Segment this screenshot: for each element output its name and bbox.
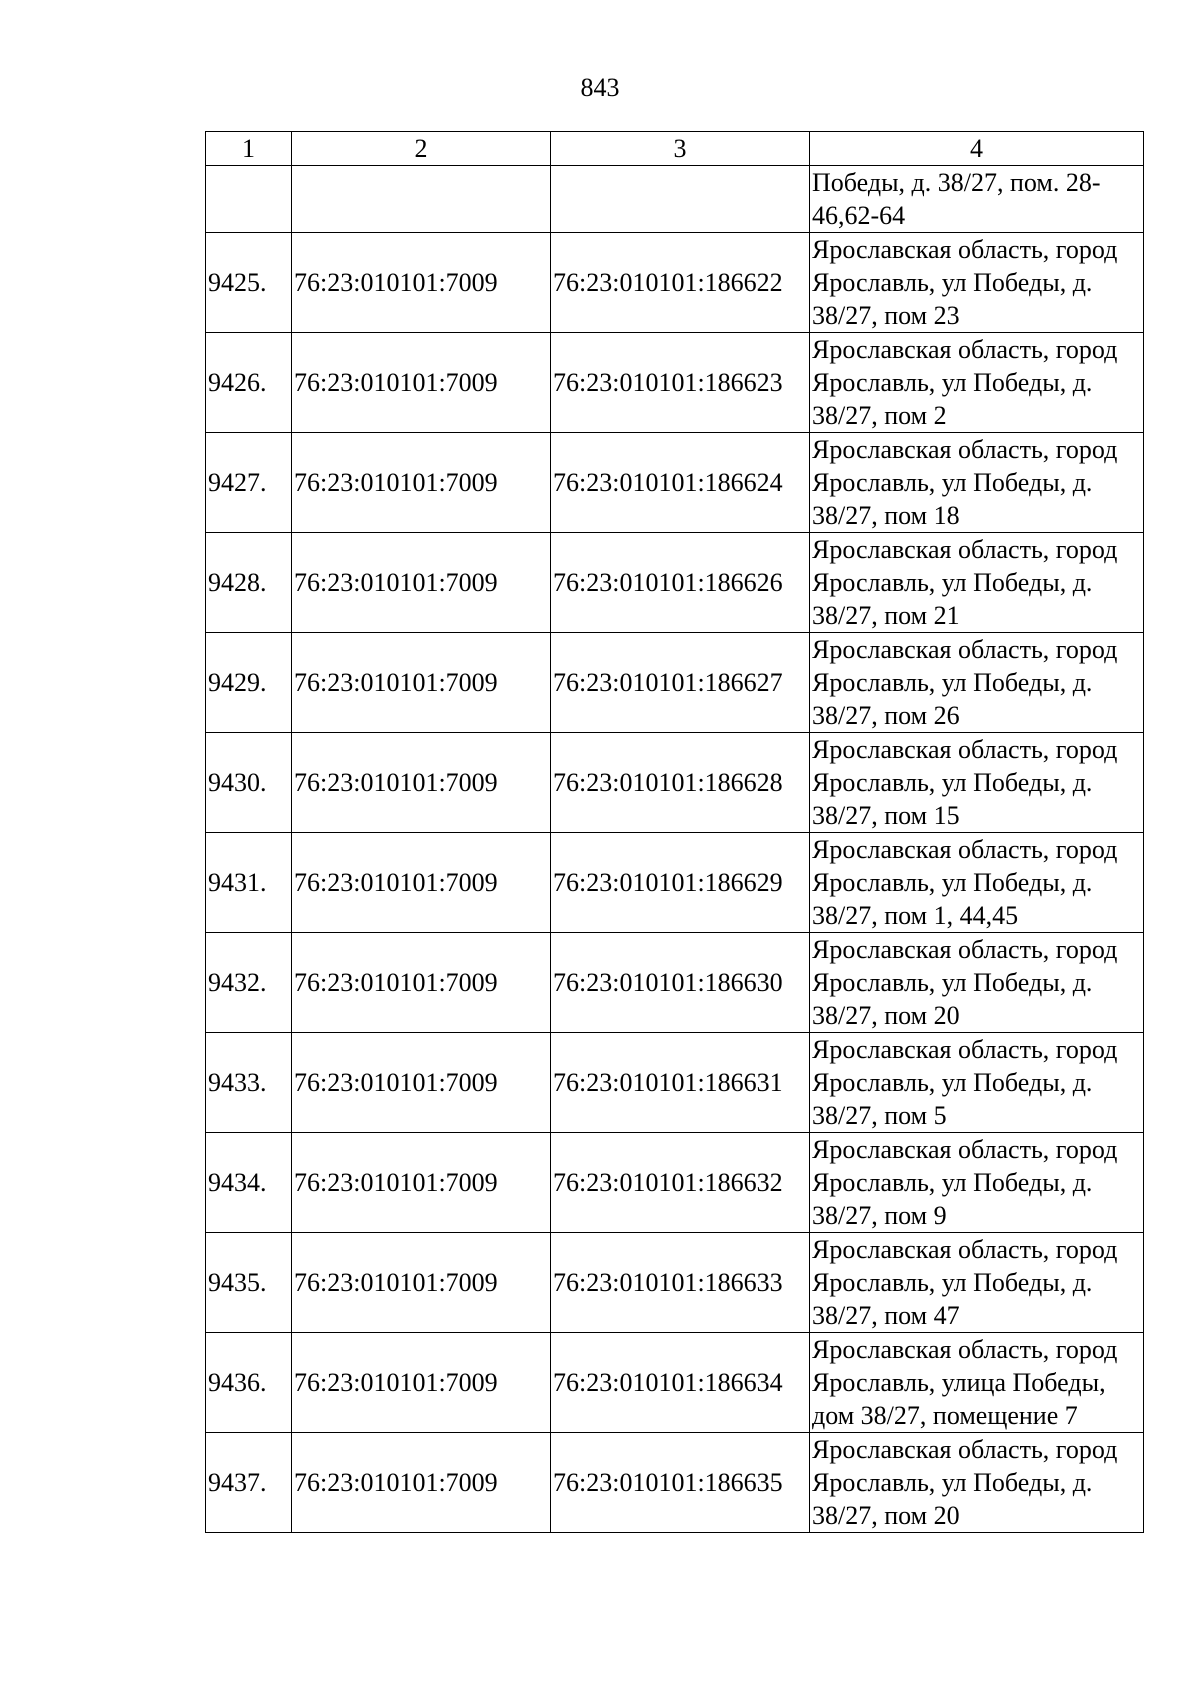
cell-cadastral: 76:23:010101:186635 — [551, 1433, 810, 1533]
cell-parent-cadastral: 76:23:010101:7009 — [292, 1433, 551, 1533]
cell-number: 9426. — [206, 333, 292, 433]
cell-parent-cadastral: 76:23:010101:7009 — [292, 233, 551, 333]
cell-address: Ярославская область, город Ярославль, ул Победы, д. 38/27, пом 2 — [810, 333, 1144, 433]
cell-number: 9432. — [206, 933, 292, 1033]
cell-parent-cadastral: 76:23:010101:7009 — [292, 333, 551, 433]
table-row — [206, 1033, 1144, 1133]
cell-parent-cadastral: 76:23:010101:7009 — [292, 633, 551, 733]
cell-parent-cadastral: 76:23:010101:7009 — [292, 533, 551, 633]
cell-address: Победы, д. 38/27, пом. 28-46,62-64 — [810, 166, 1144, 233]
cell-address: Ярославская область, город Ярославль, ул Победы, д. 38/27, пом 26 — [810, 633, 1144, 733]
cell-address: Ярославская область, город Ярославль, ул Победы, д. 38/27, пом 1, 44,45 — [810, 833, 1144, 933]
cell-number: 9435. — [206, 1233, 292, 1333]
cell-cadastral: 76:23:010101:186634 — [551, 1333, 810, 1433]
cell-cadastral: 76:23:010101:186624 — [551, 433, 810, 533]
cell-number: 9429. — [206, 633, 292, 733]
table-row — [206, 633, 1144, 733]
header-col-4: 4 — [810, 132, 1144, 166]
cell-parent-cadastral: 76:23:010101:7009 — [292, 1233, 551, 1333]
table-row — [206, 433, 1144, 533]
page-number: 843 — [580, 73, 620, 102]
cell-address: Ярославская область, город Ярославль, ул Победы, д. 38/27, пом 5 — [810, 1033, 1144, 1133]
cell-address: Ярославская область, город Ярославль, ул Победы, д. 38/27, пом 47 — [810, 1233, 1144, 1333]
cell-cadastral: 76:23:010101:186632 — [551, 1133, 810, 1233]
cell-cadastral: 76:23:010101:186631 — [551, 1033, 810, 1133]
table-row — [206, 833, 1144, 933]
table-row — [206, 1133, 1144, 1233]
table-body — [206, 166, 1144, 1533]
cell-number: 9430. — [206, 733, 292, 833]
cell-address: Ярославская область, город Ярославль, ул Победы, д. 38/27, пом 23 — [810, 233, 1144, 333]
table-row — [206, 1433, 1144, 1533]
cell-number: 9431. — [206, 833, 292, 933]
cell-number: 9436. — [206, 1333, 292, 1433]
header-col-2: 2 — [292, 132, 551, 166]
header-row — [206, 132, 1144, 166]
header-col-1: 1 — [206, 132, 292, 166]
cell-cadastral: 76:23:010101:186629 — [551, 833, 810, 933]
cell-parent-cadastral: 76:23:010101:7009 — [292, 733, 551, 833]
cell-cadastral: 76:23:010101:186627 — [551, 633, 810, 733]
cell-parent-cadastral: 76:23:010101:7009 — [292, 933, 551, 1033]
cell-cadastral: 76:23:010101:186623 — [551, 333, 810, 433]
cell-address: Ярославская область, город Ярославль, ул Победы, д. 38/27, пом 9 — [810, 1133, 1144, 1233]
cell-cadastral: 76:23:010101:186630 — [551, 933, 810, 1033]
cell-number: 9427. — [206, 433, 292, 533]
cell-cadastral: 76:23:010101:186633 — [551, 1233, 810, 1333]
cell-number: 9425. — [206, 233, 292, 333]
cell-address: Ярославская область, город Ярославль, ул Победы, д. 38/27, пом 18 — [810, 433, 1144, 533]
cell-parent-cadastral: 76:23:010101:7009 — [292, 1133, 551, 1233]
cell-address: Ярославская область, город Ярославль, ул Победы, д. 38/27, пом 20 — [810, 933, 1144, 1033]
cell-address: Ярославская область, город Ярославль, ул Победы, д. 38/27, пом 21 — [810, 533, 1144, 633]
cell-cadastral: 76:23:010101:186622 — [551, 233, 810, 333]
cell-parent-cadastral: 76:23:010101:7009 — [292, 1033, 551, 1133]
cell-number: 9433. — [206, 1033, 292, 1133]
table-header — [206, 132, 1144, 166]
cell-address: Ярославская область, город Ярославль, ул Победы, д. 38/27, пом 20 — [810, 1433, 1144, 1533]
cell-parent-cadastral: 76:23:010101:7009 — [292, 833, 551, 933]
cell-address: Ярославская область, город Ярославль, улица Победы, дом 38/27, помещение 7 — [810, 1333, 1144, 1433]
registry-table — [205, 131, 1144, 1533]
cell-parent-cadastral — [292, 166, 551, 233]
cell-parent-cadastral: 76:23:010101:7009 — [292, 433, 551, 533]
continuation-row — [206, 166, 1144, 233]
table-row — [206, 333, 1144, 433]
table-row — [206, 733, 1144, 833]
cell-number: 9437. — [206, 1433, 292, 1533]
table-row — [206, 933, 1144, 1033]
cell-cadastral — [551, 166, 810, 233]
cell-number: 9428. — [206, 533, 292, 633]
cell-address: Ярославская область, город Ярославль, ул Победы, д. 38/27, пом 15 — [810, 733, 1144, 833]
cell-number — [206, 166, 292, 233]
cell-cadastral: 76:23:010101:186628 — [551, 733, 810, 833]
cell-number: 9434. — [206, 1133, 292, 1233]
table-row — [206, 1233, 1144, 1333]
table-row — [206, 533, 1144, 633]
cell-parent-cadastral: 76:23:010101:7009 — [292, 1333, 551, 1433]
header-col-3: 3 — [551, 132, 810, 166]
cell-cadastral: 76:23:010101:186626 — [551, 533, 810, 633]
table-row — [206, 1333, 1144, 1433]
table-row — [206, 233, 1144, 333]
